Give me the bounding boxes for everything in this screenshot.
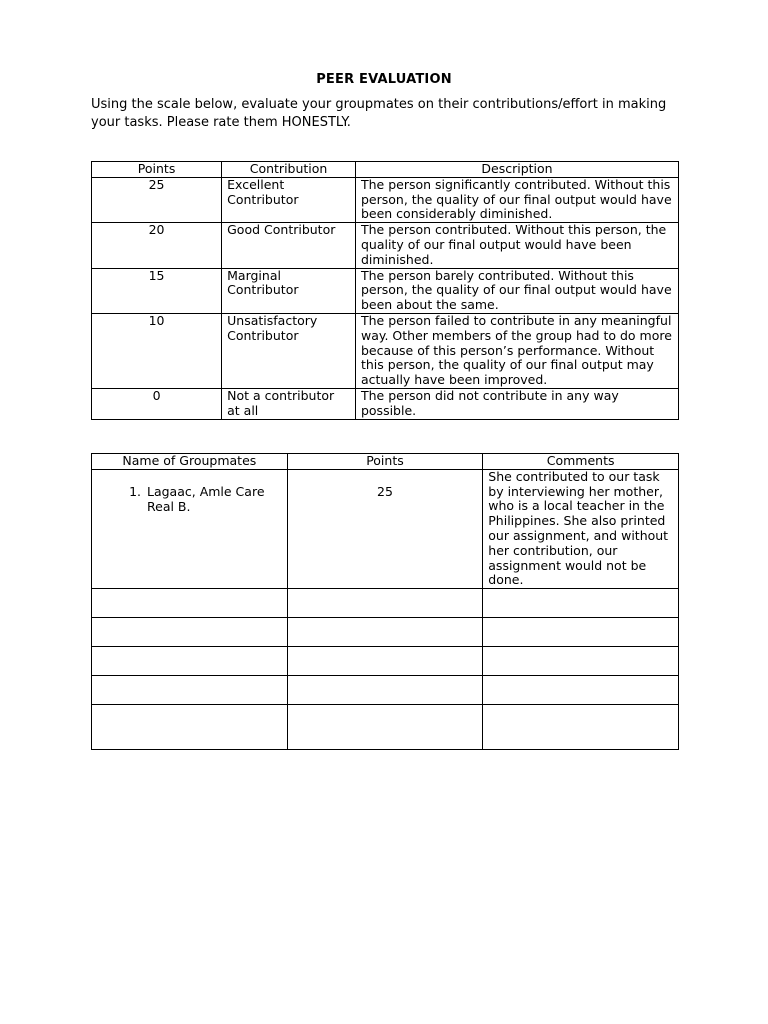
description-cell: The person contributed. Without this person, the quality of our final output would have been diminished. [355, 223, 678, 268]
empty-points-cell [287, 618, 483, 647]
empty-points-cell [287, 676, 483, 705]
empty-points-cell [287, 647, 483, 676]
table-row [92, 469, 679, 588]
groupmate-name-continued: Real B. [147, 498, 191, 514]
table-header-row [92, 454, 679, 470]
column-header-comments: Comments [483, 454, 679, 470]
empty-points-cell [287, 589, 483, 618]
table-row [92, 647, 679, 676]
empty-comments-cell [483, 676, 679, 705]
table-row [92, 589, 679, 618]
empty-comments-cell [483, 618, 679, 647]
table-row [92, 388, 679, 419]
description-cell: The person did not contribute in any way possible. [355, 388, 678, 419]
empty-comments-cell [483, 705, 679, 750]
empty-name-cell [92, 676, 288, 705]
empty-points-cell [287, 705, 483, 750]
rating-scale-table [91, 161, 679, 420]
table-row [92, 177, 679, 222]
table-row [92, 313, 679, 388]
table-row [92, 268, 679, 313]
points-cell: 15 [92, 268, 222, 313]
description-cell: The person failed to contribute in any meaningful way. Other members of the group had to do more because of this person’s performance. Without this person, the quality of our final output may actually have been improved. [355, 313, 678, 388]
groupmates-table [91, 453, 679, 750]
table-row [92, 676, 679, 705]
empty-name-cell [92, 705, 288, 750]
description-cell: The person significantly contributed. Without this person, the quality of our final output would have been considerably diminished. [355, 177, 678, 222]
table-row [92, 618, 679, 647]
instructions-text: Using the scale below, evaluate your groupmates on their contributions/effort in making your tasks. Please rate them HONESTLY. [91, 97, 667, 130]
table-row [92, 705, 679, 750]
document-title: PEER EVALUATION [316, 72, 452, 87]
list-number: 1. [129, 483, 141, 499]
empty-comments-cell [483, 647, 679, 676]
contribution-cell: Excellent Contributor [222, 177, 356, 222]
groupmate-name-cell [92, 469, 288, 588]
column-header-contribution: Contribution [222, 162, 356, 178]
contribution-cell: Marginal Contributor [222, 268, 356, 313]
contribution-cell: Good Contributor [222, 223, 356, 268]
table-row [92, 223, 679, 268]
contribution-cell: Unsatisfactory Contributor [222, 313, 356, 388]
groupmate-comments-cell: She contributed to our task by interviewing her mother, who is a local teacher in the Philippines. She also printed our assignment, and without her contribution, our assignment would not be done. [483, 469, 679, 588]
contribution-cell: Not a contributor at all [222, 388, 356, 419]
groupmate-points-cell [287, 469, 483, 588]
points-cell: 10 [92, 313, 222, 388]
empty-comments-cell [483, 589, 679, 618]
points-cell: 20 [92, 223, 222, 268]
column-header-points: Points [287, 454, 483, 470]
table-header-row [92, 162, 679, 178]
points-cell: 0 [92, 388, 222, 419]
description-cell: The person barely contributed. Without this person, the quality of our final output would have been about the same. [355, 268, 678, 313]
column-header-points: Points [92, 162, 222, 178]
empty-name-cell [92, 647, 288, 676]
groupmate-points: 25 [377, 483, 393, 499]
groupmate-name: Lagaac, Amle Care [147, 483, 265, 499]
column-header-description: Description [355, 162, 678, 178]
points-cell: 25 [92, 177, 222, 222]
column-header-name: Name of Groupmates [92, 454, 288, 470]
empty-name-cell [92, 618, 288, 647]
empty-name-cell [92, 589, 288, 618]
